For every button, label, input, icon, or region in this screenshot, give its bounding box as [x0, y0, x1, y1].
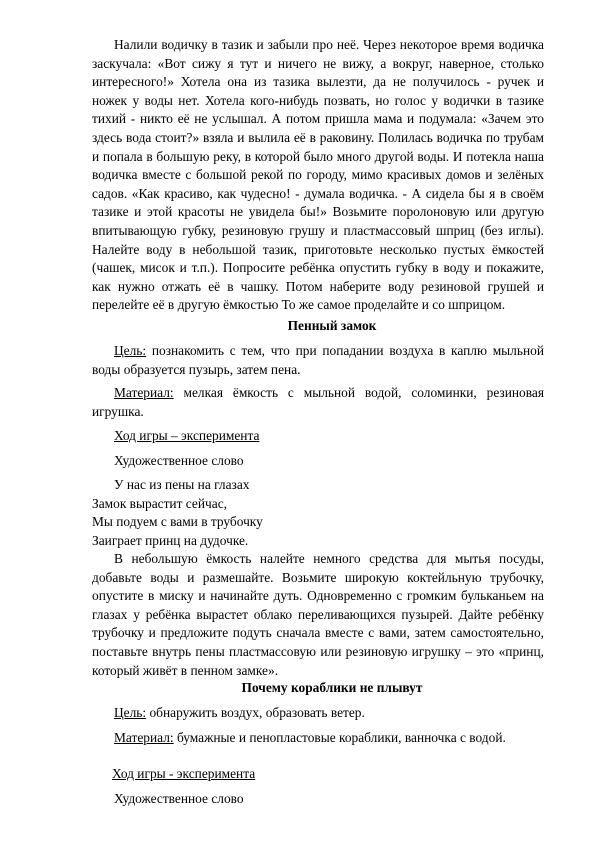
section1-goal-label: Цель: [114, 343, 147, 358]
section1-material [92, 384, 544, 421]
poem-line: Замок вырастит сейчас, [92, 495, 227, 511]
section2-goal [92, 704, 544, 723]
section2-goal-text: обнаружить воздух, образовать ветер. [146, 705, 365, 720]
section1-title: Пенный замок [287, 318, 377, 333]
section2-material [92, 729, 544, 748]
section1-description: В небольшую ёмкость налейте немного средства для мытья посуды, добавьте воды и размешайте. Возьмите широкую коктейльную трубочку, опустите в миску и начинайте дуть. Одновременно с громким бульканьем на глазах у ребёнка вырастет облако переливающихся пузырей. Дайте ребёнку трубочку и предложите подуть сначала вместе с вами, затем самостоятельно, поставьте внутрь пены пластмассовую или резиновую игрушку – это «принц, который живёт в пенном замке». [92, 551, 544, 678]
poem-line: Заиграет принц на дудочке. [92, 532, 249, 548]
poem-line: Мы подуем с вами в трубочку [92, 514, 263, 530]
section1-goal [92, 342, 544, 379]
section1-art-word: Художественное слово [114, 453, 244, 468]
intro-paragraph: Налили водичку в тазик и забыли про неё. Через некоторое время водичка заскучала: «Вот сижу я тут и ничего не вижу, а вокруг, наверное, столько интересного!» Хотела она из тазика вылезти, да не получилось - ручек и ножек у воды нет. Хотела кого-нибудь позвать, но голос у водички в тазике тихий - никто её не услышал. А потом пришла мама и подумала: «Зачем это здесь вода стоит?» взяла и вылила её в раковину. Полилась водичка по трубам и попала в большую реку, в которой было много другой воды. И потекла наша водичка вместе с большой рекой по городу, мимо красивых домов и зелёных садов. «Как красиво, как чудесно! - думала водичка. - А сидела бы я в своём тазике и этой красоты не увидела бы!» Возьмите поролоновую или другую впитывающую губку, резиновую грушу и пластмассовый шприц (без иглы). Налейте воду в небольшой тазик, приготовьте несколько пустых ёмкостей (чашек, мисок и т.п.). Попросите ребёнка опустить губку в воду и покажите, как нужно отжать её в чашку. Потом наберите воду резиновой грушей и перелейте её в другую ёмкостью То же самое проделайте и со шприцом. [92, 37, 544, 313]
section2-procedure-heading: Ход игры - эксперимента [112, 766, 256, 781]
section2-material-label: Материал: [114, 730, 174, 745]
section2-material-text: бумажные и пенопластовые кораблики, ванночка с водой. [173, 730, 506, 745]
section1-procedure-heading: Ход игры – эксперимента [114, 428, 260, 443]
section1-material-text: мелкая ёмкость с мыльной водой, соломинки, резиновая игрушка. [92, 385, 544, 419]
section1-material-label: Материал: [114, 385, 174, 400]
poem-line: У нас из пены на глазах [114, 477, 250, 492]
section2-goal-label: Цель: [114, 705, 147, 720]
section2-art-word: Художественное слово [114, 791, 244, 806]
section1-poem [92, 476, 263, 550]
section1-goal-text: познакомить с тем, что при попадании воздуха в каплю мыльной воды образуется пузырь, затем пена. [92, 343, 544, 377]
section2-title: Почему кораблики не плывут [241, 680, 423, 695]
